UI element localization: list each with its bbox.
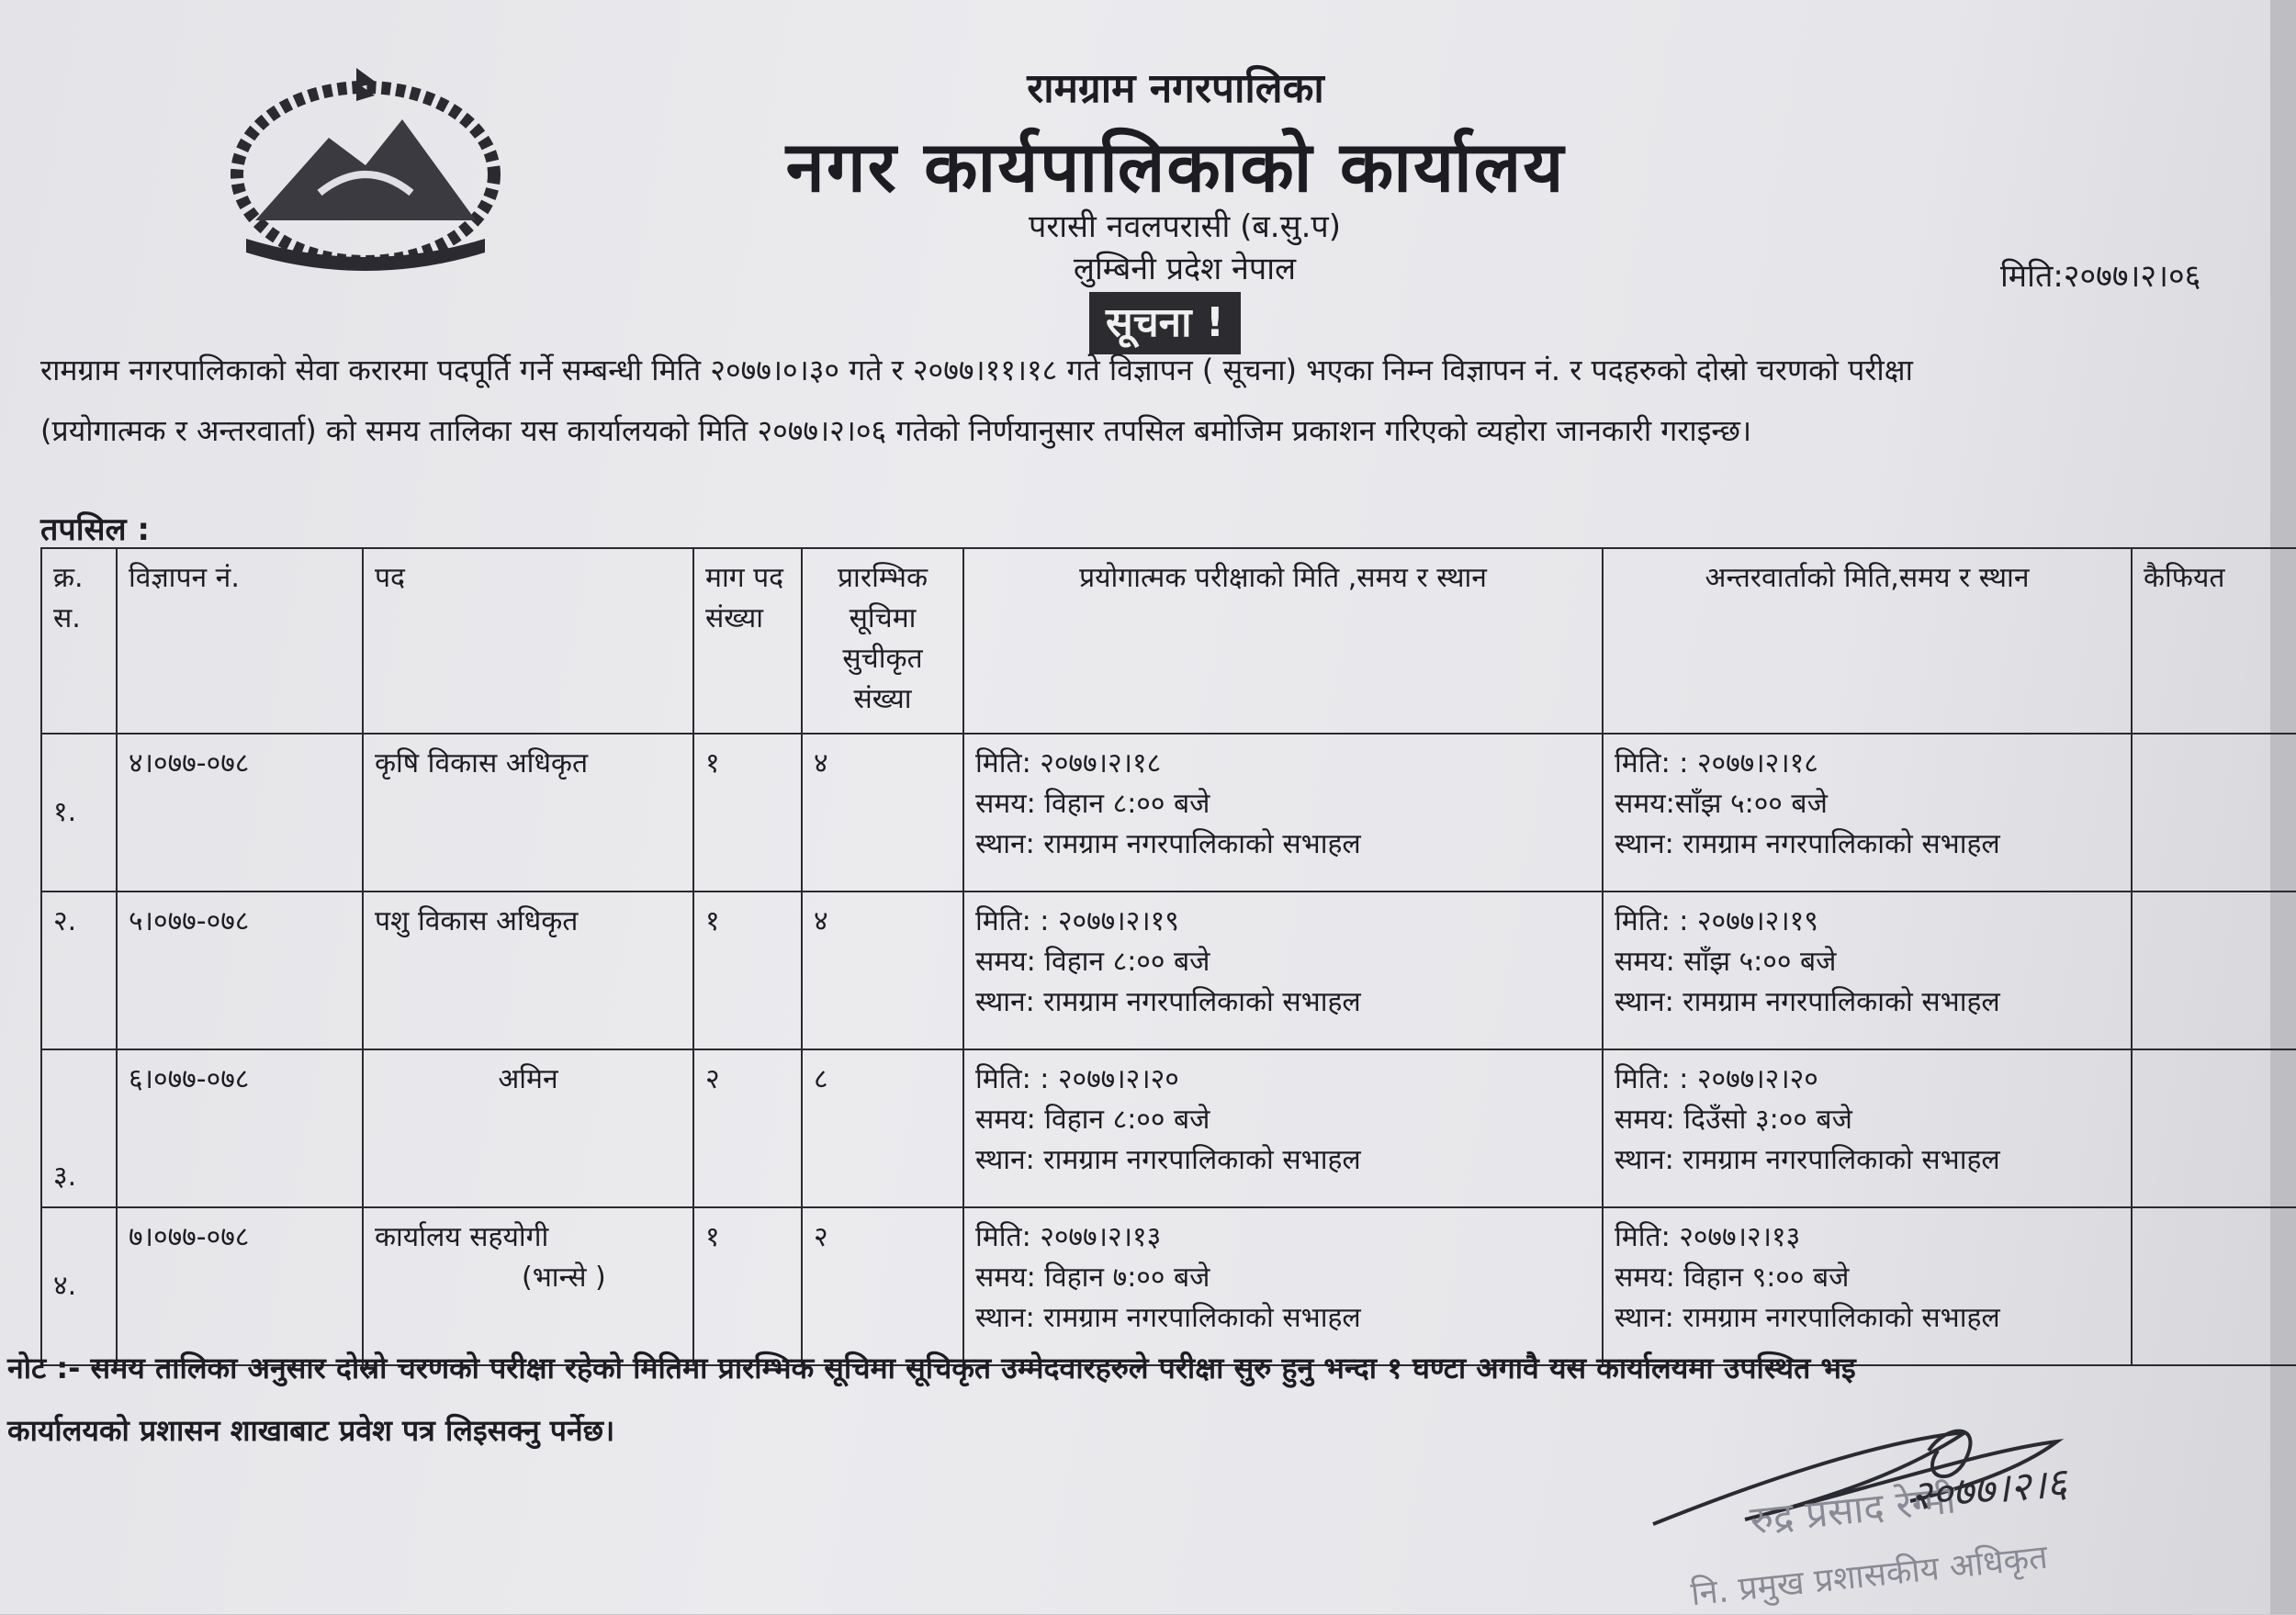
post-subtitle: (भान्से ) [522, 1262, 606, 1294]
header-demand: माग पद संख्या [693, 548, 802, 734]
signatory-name: रुद्र प्रसाद रेग्मी [1748, 1476, 1958, 1543]
table-row [41, 892, 2296, 1049]
intro-line-2: (प्रयोगात्मक र अन्तरवार्ता) को समय तालिका यस कार्यालयको मिति २०७७।२।०६ गतेको निर्णयानुसार तपसिल बमोजिम प्रकाशन गरिएको व्यहोरा जानकारी गराइन्छ। [40, 413, 1752, 448]
post-title: पशु विकास अधिकृत [375, 905, 579, 937]
cell-interview [1603, 1049, 2132, 1207]
cell-demand: १ [693, 892, 802, 1049]
table-header-row [41, 548, 2296, 734]
municipality-name: रामग्राम नगरपालिका [1027, 65, 1324, 112]
interview-date: मिति: : २०७७।२।१८ [1615, 747, 1818, 779]
practical-place: स्थान: रामग्राम नगरपालिकाको सभाहल [975, 1144, 1361, 1176]
cell-demand: १ [693, 1207, 802, 1365]
cell-demand: १ [693, 734, 802, 892]
cell-demand: २ [693, 1049, 802, 1207]
interview-place: स्थान: रामग्राम नगरपालिकाको सभाहल [1615, 1302, 2000, 1334]
practical-place: स्थान: रामग्राम नगरपालिकाको सभाहल [975, 828, 1361, 860]
office-title: नगर कार्यपालिकाको कार्यालय [785, 126, 1566, 207]
table-caption: तपसिल : [40, 511, 150, 548]
cell-post [363, 734, 693, 892]
cell-shortlisted: ४ [802, 892, 963, 1049]
cell-practical [963, 892, 1603, 1049]
address-line-1: परासी नवलपरासी (ब.सु.प) [1029, 208, 1341, 245]
cell-adv-no: ७।०७७-०७८ [117, 1207, 363, 1365]
schedule-table [40, 547, 2296, 1366]
header-remarks: कैफियत [2132, 548, 2296, 734]
interview-date: मिति: : २०७७।२।२० [1615, 1063, 1818, 1095]
cell-sn: ४. [41, 1207, 117, 1365]
interview-time: समय:साँझ ५:०० बजे [1615, 788, 1828, 820]
header-adv-no: विज्ञापन नं. [117, 548, 363, 734]
cell-adv-no: ६।०७७-०७८ [117, 1049, 363, 1207]
note-line-2: कार्यालयको प्रशासन शाखाबाट प्रवेश पत्र लिइसक्नु पर्नेछ। [7, 1413, 615, 1448]
cell-shortlisted: ८ [802, 1049, 963, 1207]
post-title: कृषि विकास अधिकृत [375, 747, 589, 779]
cell-shortlisted: ४ [802, 734, 963, 892]
practical-date: मिति: : २०७७।२।२० [975, 1063, 1179, 1095]
cell-interview [1603, 734, 2132, 892]
interview-place: स्थान: रामग्राम नगरपालिकाको सभाहल [1615, 828, 2000, 860]
cell-remarks [2132, 892, 2296, 1049]
notice-badge: सूचना ! [1089, 292, 1241, 354]
cell-post [363, 1049, 693, 1207]
practical-time: समय: विहान ७:०० बजे [975, 1262, 1210, 1294]
cell-sn: २. [41, 892, 117, 1049]
header-interview: अन्तरवार्ताको मिति,समय र स्थान [1603, 548, 2132, 734]
practical-time: समय: विहान ८:०० बजे [975, 1104, 1210, 1136]
cell-post [363, 892, 693, 1049]
interview-time: समय: दिउँसो ३:०० बजे [1615, 1104, 1852, 1136]
interview-date: मिति: : २०७७।२।१९ [1615, 905, 1818, 937]
cell-interview [1603, 892, 2132, 1049]
practical-place: स्थान: रामग्राम नगरपालिकाको सभाहल [975, 1302, 1361, 1334]
cell-remarks [2132, 734, 2296, 892]
table-row [41, 1049, 2296, 1207]
interview-place: स्थान: रामग्राम नगरपालिकाको सभाहल [1615, 1144, 2000, 1176]
post-title: अमिन [498, 1063, 558, 1095]
note-line-1: नोट :- समय तालिका अनुसार दोस्रो चरणको परीक्षा रहेको मितिमा प्रारम्भिक सूचिमा सूचिकृत उम्मेदवारहरुले परीक्षा सुरु हुनु भन्दा १ घण्टा अगावै यस कार्यालयमा उपस्थित भइ [7, 1351, 1856, 1385]
header-sn: क्र. स. [41, 548, 117, 734]
notice-date: मिति:२०७७।२।०६ [2000, 258, 2201, 295]
cell-shortlisted: २ [802, 1207, 963, 1365]
interview-time: समय: साँझ ५:०० बजे [1615, 946, 1837, 978]
intro-paragraph [40, 340, 2226, 461]
header-post: पद [363, 548, 693, 734]
practical-time: समय: विहान ८:०० बजे [975, 788, 1210, 820]
header-practical: प्रयोगात्मक परीक्षाको मिति ,समय र स्थान [963, 548, 1603, 734]
post-title: कार्यालय सहयोगी [375, 1221, 549, 1253]
signature-date: २०७७।२।६ [1908, 1459, 2069, 1520]
cell-sn: ३. [41, 1049, 117, 1207]
header-shortlisted: प्रारम्भिक सूचिमा सुचीकृत संख्या [802, 548, 963, 734]
interview-place: स्थान: रामग्राम नगरपालिकाको सभाहल [1615, 986, 2000, 1018]
interview-time: समय: विहान ९:०० बजे [1615, 1262, 1850, 1294]
interview-date: मिति: २०७७।२।१३ [1615, 1221, 1801, 1253]
practical-time: समय: विहान ८:०० बजे [975, 946, 1210, 978]
cell-remarks [2132, 1049, 2296, 1207]
practical-date: मिति: २०७७।२।१३ [975, 1221, 1162, 1253]
cell-sn: १. [41, 734, 117, 892]
signatory-role: नि. प्रमुख प्रशासकीय अधिकृत [1689, 1538, 2050, 1614]
table-row [41, 734, 2296, 892]
cell-adv-no: ५।०७७-०७८ [117, 892, 363, 1049]
cell-practical [963, 734, 1603, 892]
practical-place: स्थान: रामग्राम नगरपालिकाको सभाहल [975, 986, 1361, 1018]
practical-date: मिति: २०७७।२।१८ [975, 747, 1162, 779]
cell-adv-no: ४।०७७-०७८ [117, 734, 363, 892]
address-line-2: लुम्बिनी प्रदेश नेपाल [1073, 251, 1297, 287]
practical-date: मिति: : २०७७।२।१९ [975, 905, 1179, 937]
intro-line-1: रामग्राम नगरपालिकाको सेवा करारमा पदपूर्ति गर्ने सम्बन्धी मिति २०७७।०।३० गते र २०७७।११।१८ गते विज्ञापन ( सूचना) भएका निम्न विज्ञापन नं. र पदहरुको दोस्रो चरणको परीक्षा [40, 353, 1913, 387]
cell-practical [963, 1049, 1603, 1207]
